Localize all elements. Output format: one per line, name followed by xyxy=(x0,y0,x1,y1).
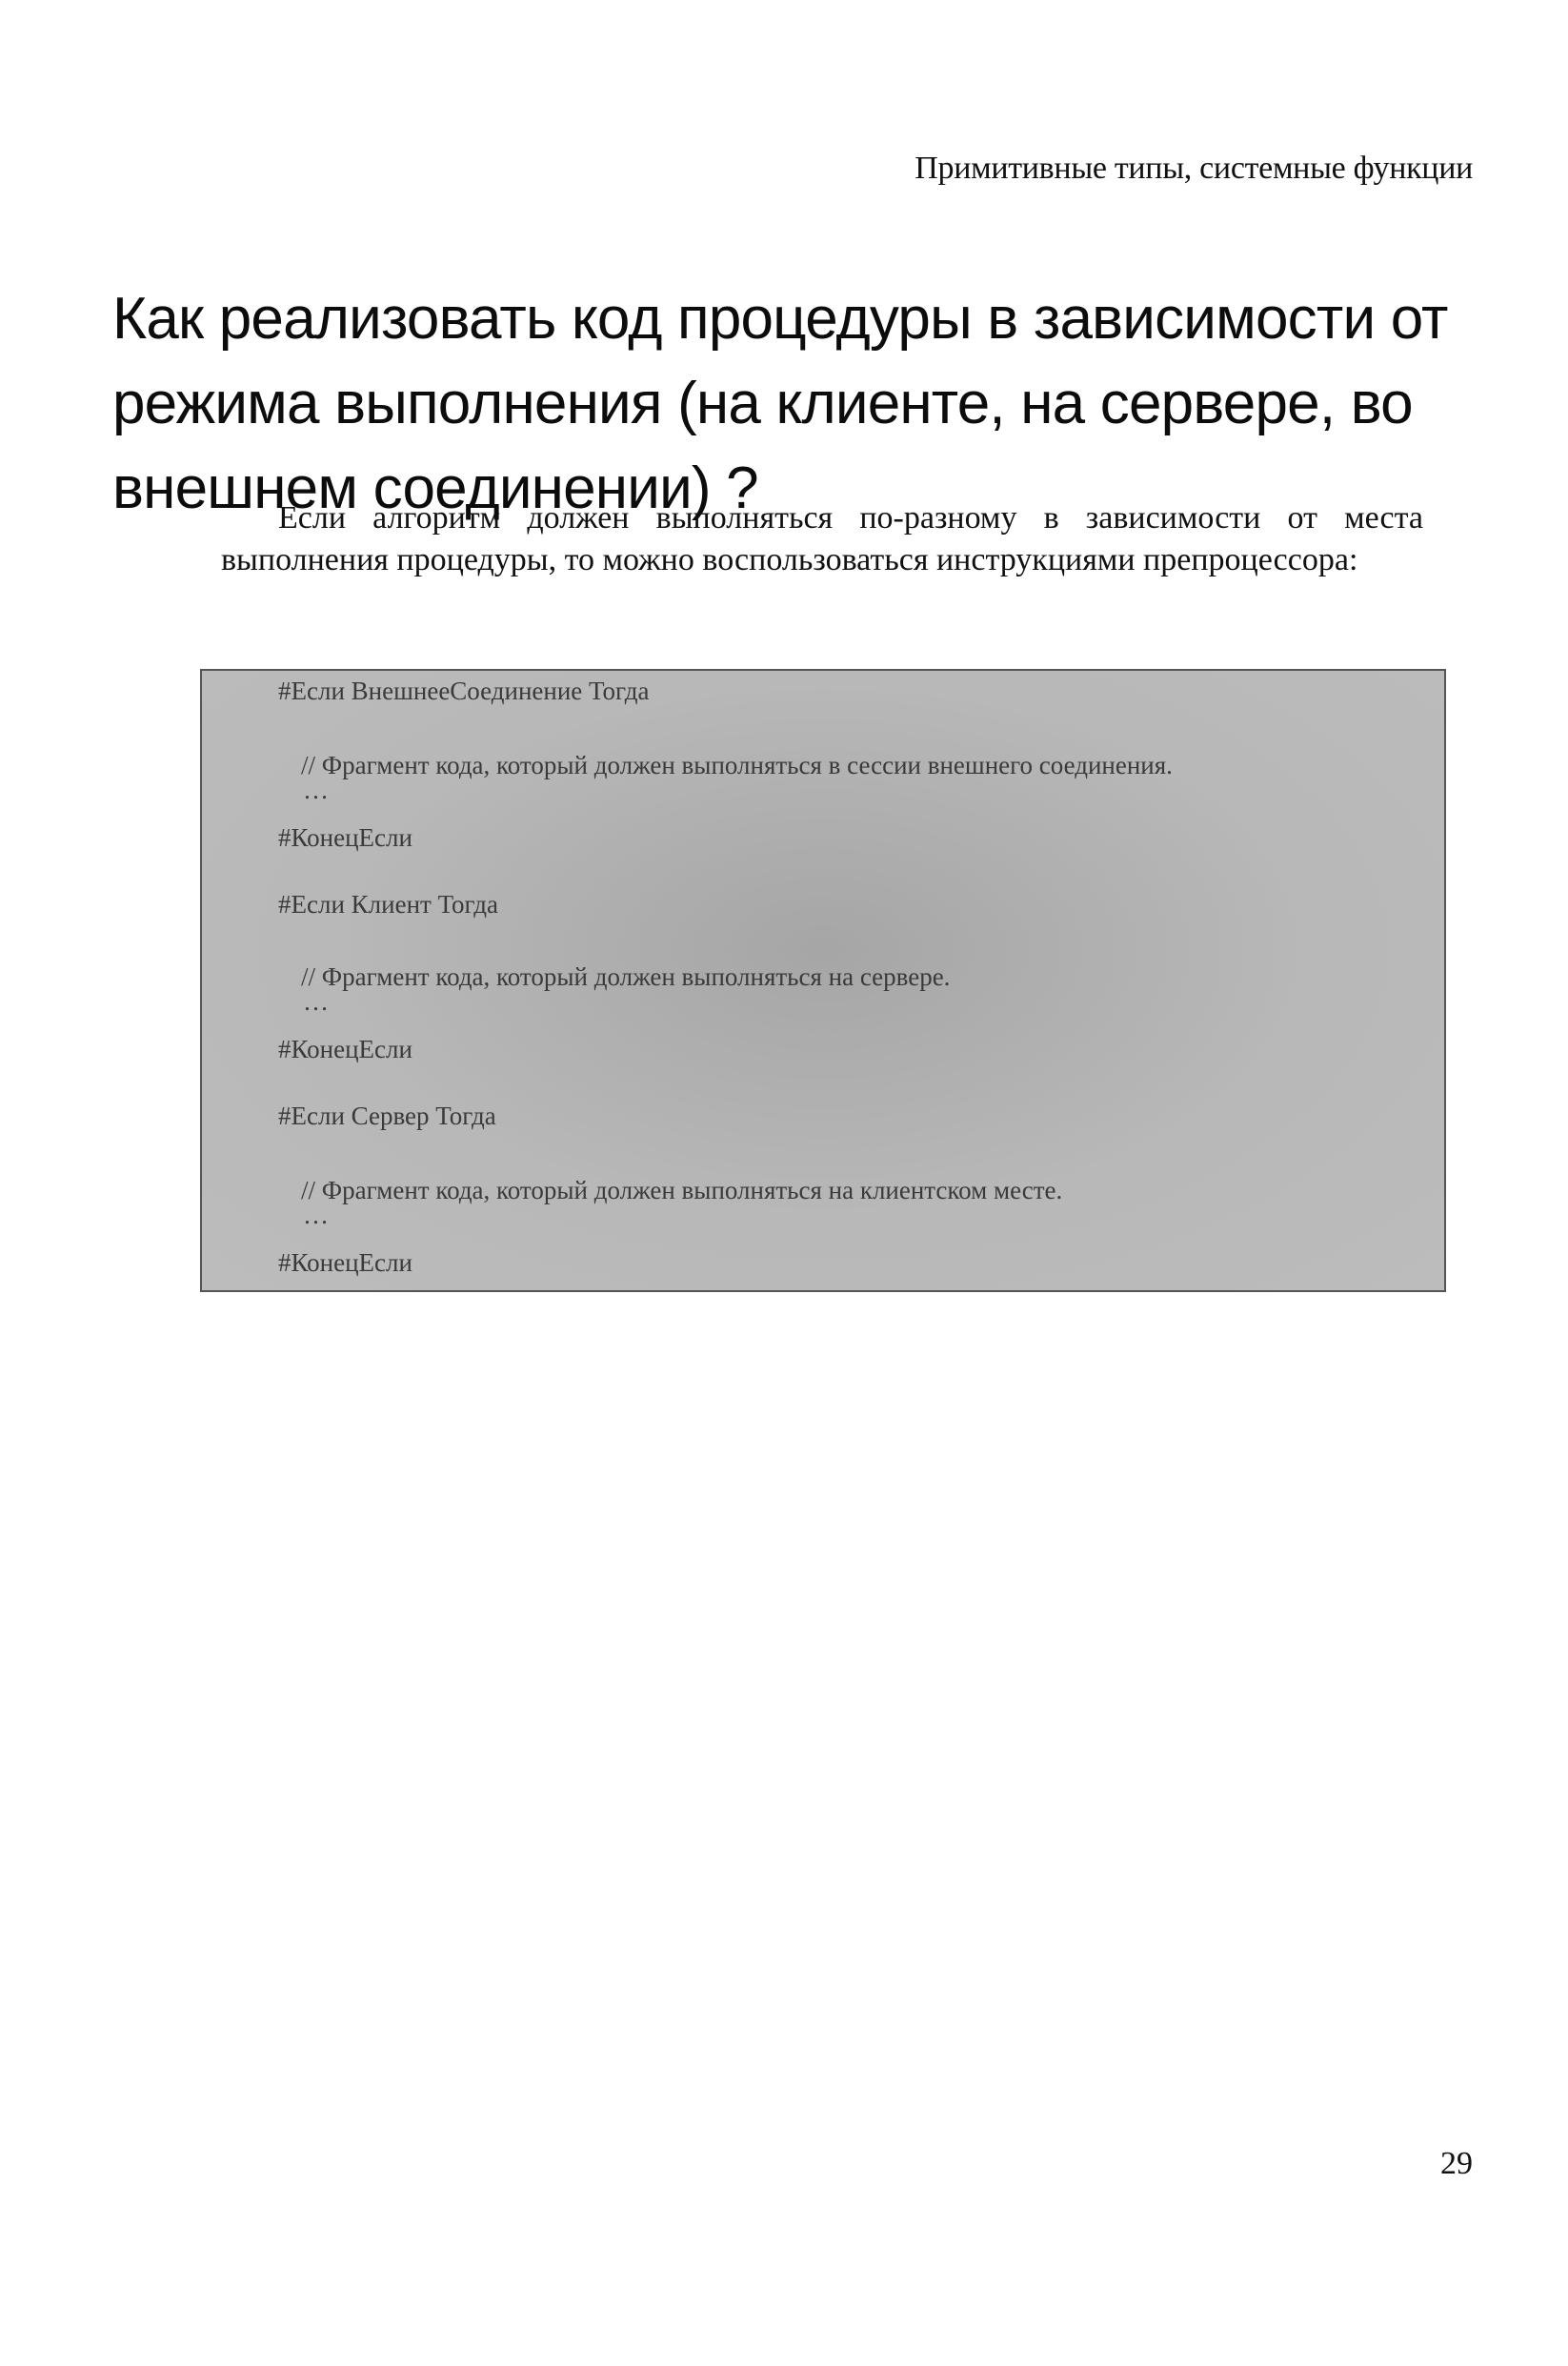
code-line: // Фрагмент кода, который должен выполняться на клиентском месте. xyxy=(301,1176,1063,1204)
code-line: … xyxy=(303,1201,329,1229)
code-line: … xyxy=(303,987,329,1016)
running-head: Примитивные типы, системные функции xyxy=(915,151,1473,186)
code-line: #Если Сервер Тогда xyxy=(278,1102,496,1130)
code-line: // Фрагмент кода, который должен выполняться на сервере. xyxy=(301,962,951,991)
code-line: #КонецЕсли xyxy=(278,1035,412,1063)
section-title: Как реализовать код процедуры в зависимости от режима выполнения (на клиенте, на сервере, во внешнем соединении) ? xyxy=(112,286,1448,521)
code-line: #Если Клиент Тогда xyxy=(278,890,498,919)
code-listing xyxy=(200,669,1446,1292)
code-line: #КонецЕсли xyxy=(278,823,412,852)
code-line: // Фрагмент кода, который должен выполняться в сессии внешнего соединения. xyxy=(301,751,1173,779)
code-line: … xyxy=(303,776,329,804)
page-number: 29 xyxy=(1440,2146,1473,2181)
code-line: #Если ВнешнееСоединение Тогда xyxy=(278,677,650,705)
code-line: #КонецЕсли xyxy=(278,1248,412,1277)
intro-paragraph: Если алгоритм должен выполняться по-разному в зависимости от места выполнения процедуры, то можно воспользоваться инструкциями препроцессора: xyxy=(221,500,1423,577)
